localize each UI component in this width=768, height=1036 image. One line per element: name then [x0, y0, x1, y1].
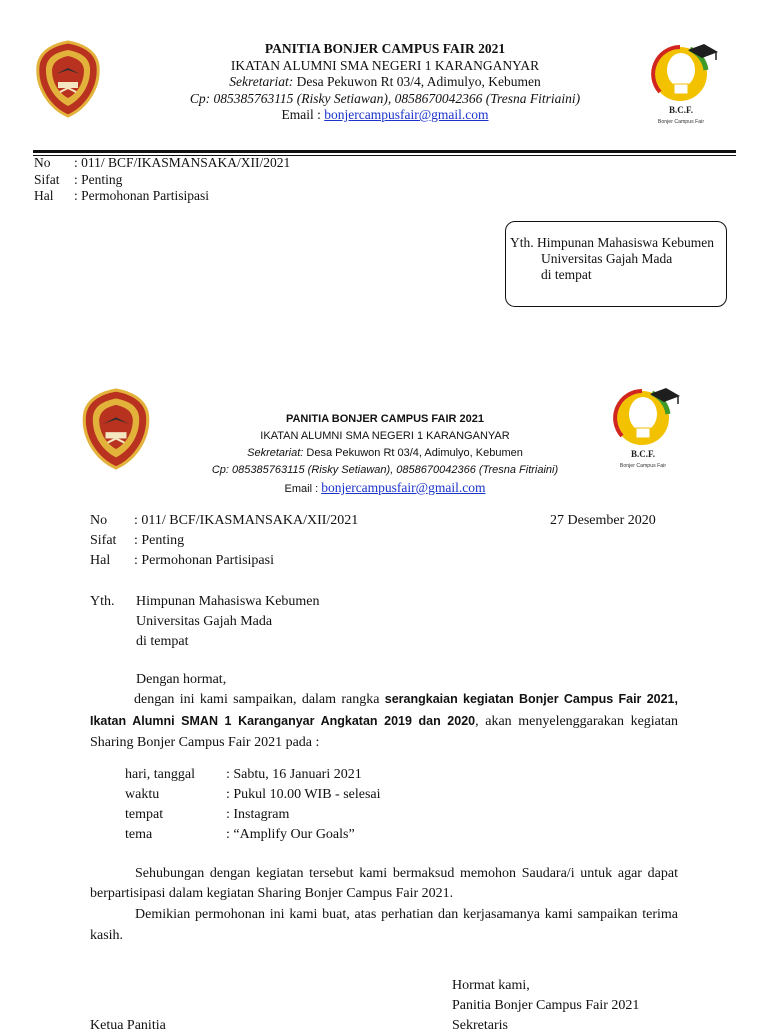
org-title: PANITIA BONJER CAMPUS FAIR 2021: [264, 41, 506, 56]
letter-date: 27 Desember 2020: [550, 513, 656, 528]
address-box: Yth. Himpunan Mahasiswa Kebumen Universitas Gajah Mada di tempat: [505, 221, 727, 307]
closing-block: Hormat kami, Panitia Bonjer Campus Fair 2021 Sekretaris: [452, 978, 640, 1033]
paragraph-request: Sehubungan dengan kegiatan tersebut kami bermaksud memohon Saudara/i untuk agar dapat berpartisipasi dalam kegiatan Sharing Bonjer Campus Fair 2021.: [90, 866, 678, 901]
email-link[interactable]: bonjercampusfair@gmail.com: [321, 480, 486, 495]
detail-row: tema : “Amplify Our Goals”: [125, 827, 355, 842]
email-line: Email : bonjercampusfair@gmail.com: [284, 480, 486, 495]
paragraph-closing: Demikian permohonan ini kami buat, atas perhatian dan kerjasamanya kami sampaikan terima kasih.: [90, 907, 678, 943]
letterhead-top: [180, 41, 590, 124]
org-title: PANITIA BONJER CAMPUS FAIR 2021: [285, 413, 485, 425]
detail-row: tempat : Instagram: [125, 807, 290, 822]
paragraph-intro: dengan ini kami sampaikan, dalam rangka serangkaian kegiatan Bonjer Campus Fair 2021, Ikatan Alumni SMAN 1 Karanganyar Angkatan 2019 dan 2020, akan menyelenggarakan kegiatan Sharing Bonjer Campus Fair 2021 pada :: [90, 692, 679, 750]
recipient-block: Himpunan Mahasiswa Kebumen Universitas Gajah Mada di tempat: [136, 594, 320, 649]
bcf-logo-icon: [650, 40, 722, 128]
meta-row: Sifat : Penting: [34, 171, 123, 187]
org-subtitle: IKATAN ALUMNI SMA NEGERI 1 KARANGANYAR: [230, 57, 540, 73]
bcf-logo-subtext: Bonjer Campus Fair: [619, 463, 667, 469]
letterhead-second: [200, 411, 570, 498]
recipient-prefix: Yth.: [90, 594, 115, 609]
contact-line: Cp: 085385763115 (Risky Setiawan), 0858670042366 (Tresna Fitriaini): [211, 464, 559, 476]
bcf-logo-subtext: Bonjer Campus Fair: [657, 119, 705, 125]
bcf-logo-text: B.C.F.: [631, 449, 655, 459]
email-link[interactable]: bonjercampusfair@gmail.com: [324, 107, 489, 122]
event-details: [125, 765, 381, 845]
school-crest-icon: [80, 388, 152, 470]
letter-meta: [90, 511, 358, 571]
bcf-logo-text: B.C.F.: [669, 105, 693, 115]
bcf-logo-icon: [612, 382, 684, 474]
secretariat-line: Sekretariat: Desa Pekuwon Rt 03/4, Adimulyo, Kebumen: [247, 447, 523, 459]
meta-row: Hal : Permohonan Partisipasi: [90, 553, 274, 568]
email-line: Email : bonjercampusfair@gmail.com: [281, 107, 489, 122]
chair-label: Ketua Panitia: [90, 1018, 166, 1033]
meta-row: Sifat : Penting: [90, 533, 185, 548]
org-subtitle: IKATAN ALUMNI SMA NEGERI 1 KARANGANYAR: [260, 430, 510, 442]
secretariat-line: Sekretariat: Desa Pekuwon Rt 03/4, Adimulyo, Kebumen: [229, 74, 541, 89]
detail-row: hari, tanggal : Sabtu, 16 Januari 2021: [125, 767, 362, 782]
letter-meta-top: [34, 155, 290, 205]
meta-row: Hal : Permohonan Partisipasi: [34, 188, 209, 203]
school-crest-icon: [34, 40, 102, 118]
contact-line: Cp: 085385763115 (Risky Setiawan), 0858670042366 (Tresna Fitriaini): [189, 90, 581, 106]
meta-row: No : 011/ BCF/IKASMANSAKA/XII/2021: [34, 155, 291, 170]
meta-row: No : 011/ BCF/IKASMANSAKA/XII/2021: [90, 513, 359, 528]
detail-row: waktu : Pukul 10.00 WIB - selesai: [125, 787, 381, 802]
letterhead-rule-thick: [33, 150, 736, 153]
salutation: Dengan hormat,: [136, 672, 227, 687]
